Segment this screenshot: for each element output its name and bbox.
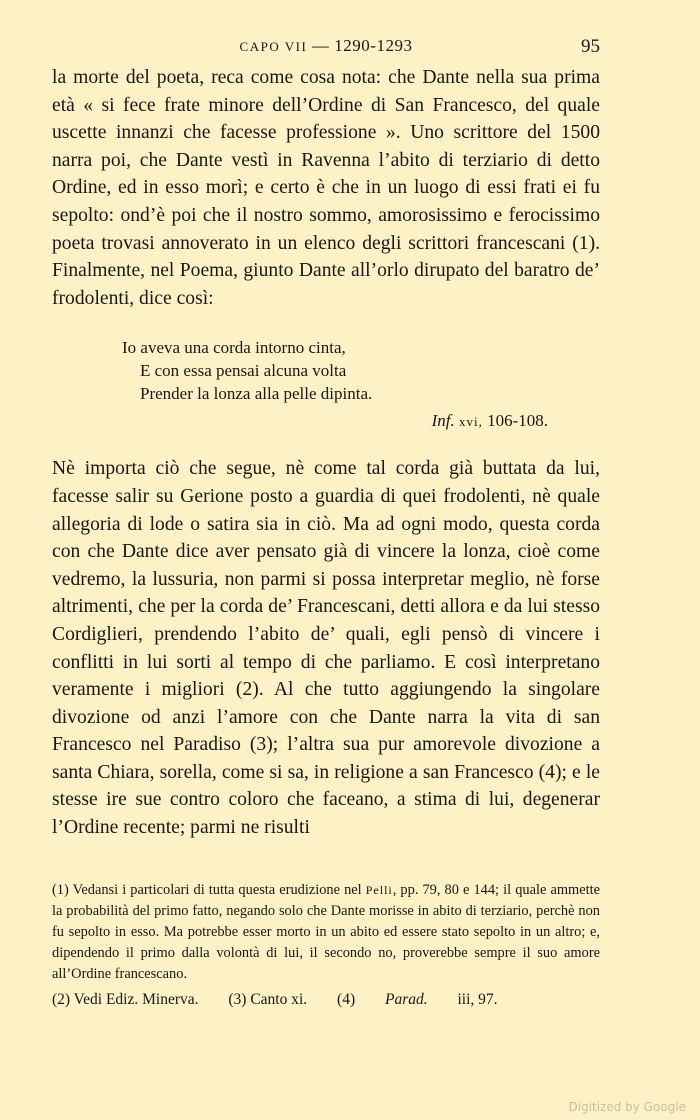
page-header (52, 36, 600, 62)
footnote-1 (52, 880, 600, 985)
citation-lines: 106-108. (487, 411, 548, 431)
running-head (52, 36, 600, 56)
citation-canto: xvi, (458, 414, 483, 430)
footnote-4 (337, 991, 524, 1008)
footnotes (52, 880, 600, 1010)
google-watermark: Digitized by Google (568, 1100, 686, 1114)
verse-line-1: Io aveva una corda intorno cinta, (122, 338, 346, 358)
footnote-1-author: Pelli (365, 883, 393, 897)
header-dash: — (307, 36, 335, 55)
footnote-2: (2) Vedi Ediz. Minerva. (52, 991, 199, 1008)
paragraph-1: la morte del poeta, reca come cosa nota: che Dante nella sua prima età « si fece frate minore dell’Ordine di San Francesco, del quale uscette innanzi che facesse professione ». Uno scrittore del 1500 narra poi, che Dante vestì in Ravenna l’abito di terziario di detto Ordine, ed in esso morì; e certo è che in un luogo di essi frati ei fu sepolto: ond’è poi che il nostro sommo, amorosissimo e ferocissimo poeta trovasi annoverato in un elenco degli scrittori francescani (1). Finalmente, nel Poema, giunto Dante all’orlo dirupato del baratro de’ frodolenti, dice così: (52, 67, 600, 309)
footnote-4-num: (4) (337, 991, 356, 1008)
main-text (52, 64, 600, 842)
chapter-label: CAPO VII (239, 39, 308, 54)
footnote-1-prefix: (1) Vedansi i particolari di tutta questa erudizione nel (52, 882, 366, 898)
page-number: 95 (581, 36, 600, 57)
citation-work: Inf. (431, 411, 455, 431)
verse-line-2: E con essa pensai alcuna volta (140, 361, 347, 381)
footnote-4-work: Parad. (384, 991, 428, 1008)
footnote-3: (3) Canto xi. (228, 991, 308, 1008)
footnote-refs (52, 989, 600, 1010)
paragraph-2: Nè importa ciò che segue, nè come tal corda già buttata da lui, facesse salir su Gerione posto a guardia di quei frodolenti, nè quale allegoria di lode o satira sia in ciò. Ma ad ogni modo, questa corda con che Dante dice aver pensato già di vincere la lonza, cioè come vedremo, la lussuria, non parmi si possa interpretar meglio, nè forse altrimenti, che per la corda de’ Francescani, detti allora e da lui stesso Cordiglieri, prendendo l’abito de’ quali, egli pensò di vincere i conflitti in lui sorti al tempo di che parliamo. E così interpretano veramente i migliori (2). Al che tutto aggiungendo la singolare divozione od anzi l’amore con che Dante narra la vita di san Francesco nel Paradiso (3); l’altra sua pur amorevole divozione a santa Chiara, sorella, come si sa, in religione a san Francesco (4); e le stesse ire sue contro coloro che faceano, a stima di lui, degenerar l’Ordine recente; parmi ne risulti (52, 458, 600, 839)
footnote-4-ref: iii, 97. (457, 991, 498, 1008)
verse-line-3: Prender la lonza alla pelle dipinta. (140, 384, 373, 404)
chapter-years: 1290-1293 (334, 36, 413, 55)
verse-citation (52, 409, 548, 433)
verse-quote (122, 336, 600, 405)
footnote-1-text: , pp. 79, 80 e 144; il quale ammette la probabilità del primo fatto, negando solo che Dante morisse in abito di terziario, perchè non fu sepolto in esso. Ma potrebbe esser morto in un abito ed essere stato sepolto in un altro; e, dipendendo il primo dalla volontà di lui, il secondo no, proverebbe sempre il suo amore all’Ordine francescano. (52, 882, 600, 982)
